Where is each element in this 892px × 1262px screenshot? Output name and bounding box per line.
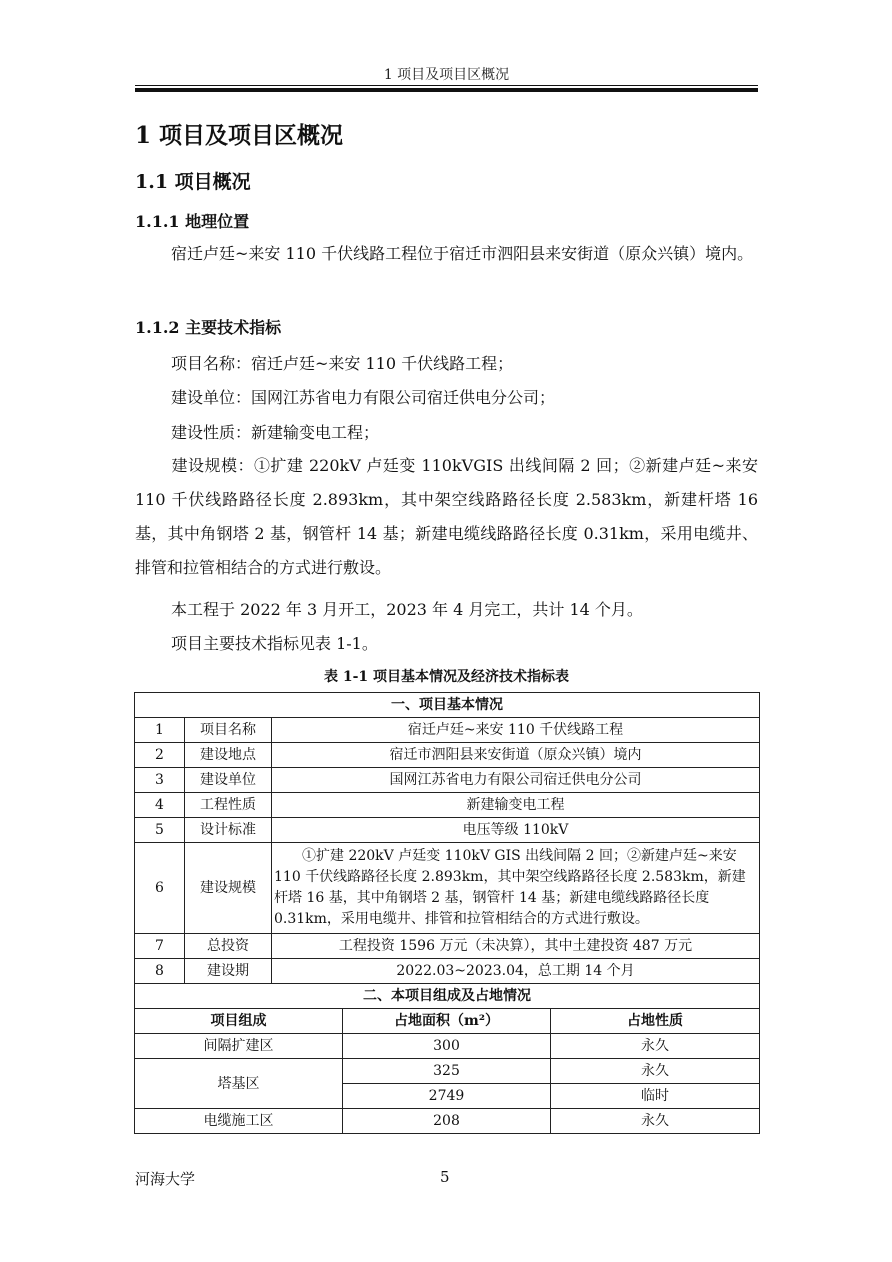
table-caption: 表 1-1 项目基本情况及经济技术指标表: [323, 669, 570, 685]
section-title: 1.1 项目概况: [135, 171, 251, 193]
table-row: [135, 793, 760, 818]
location-text: 宿迁卢廷~来安 110 千伏线路工程位于宿迁市泗阳县来安街道（原众兴镇）境内。: [171, 244, 754, 263]
footer-university: 河海大学: [135, 1170, 196, 1188]
table-row: [135, 743, 760, 768]
row-number: 2: [135, 743, 185, 768]
section-header-row: [135, 984, 760, 1009]
chapter-title: 1 项目及项目区概况: [135, 122, 344, 149]
table-row: [135, 1109, 760, 1134]
row-value: 宿迁卢廷~来安 110 千伏线路工程: [272, 718, 760, 743]
composition-type: 临时: [551, 1084, 760, 1109]
header-rule-thick: [135, 88, 758, 92]
composition-type: 永久: [551, 1109, 760, 1134]
row-value: 国网江苏省电力有限公司宿迁供电分公司: [272, 768, 760, 793]
row-label: 建设规模: [185, 843, 272, 934]
composition-area: 300: [343, 1034, 551, 1059]
table-row: [135, 934, 760, 959]
row-value: 2022.03~2023.04，总工期 14 个月: [272, 959, 760, 984]
composition-area: 2749: [343, 1084, 551, 1109]
running-header: 1 项目及项目区概况: [383, 67, 510, 83]
row-value: 新建输变电工程: [272, 793, 760, 818]
row-number: 3: [135, 768, 185, 793]
column-header-type: 占地性质: [551, 1009, 760, 1034]
row-label: 建设地点: [185, 743, 272, 768]
table-row: [135, 843, 760, 934]
nature-line: 建设性质：新建输变电工程；: [171, 423, 380, 442]
table-row: [135, 818, 760, 843]
row-label: 工程性质: [185, 793, 272, 818]
project-name-line: 项目名称：宿迁卢廷~来安 110 千伏线路工程；: [171, 354, 514, 373]
row-value-scale: [272, 843, 760, 934]
composition-name: 塔基区: [135, 1059, 343, 1109]
row-number: 5: [135, 818, 185, 843]
row-value: 电压等级 110kV: [272, 818, 760, 843]
table-row: [135, 768, 760, 793]
scale-paragraph: [135, 449, 758, 585]
composition-name: 电缆施工区: [135, 1109, 343, 1134]
subsection-title-location: 1.1.1 地理位置: [135, 212, 250, 231]
composition-type: 永久: [551, 1059, 760, 1084]
section-header-row: [135, 693, 760, 718]
table-row: [135, 959, 760, 984]
table-row: [135, 718, 760, 743]
row-number: 7: [135, 934, 185, 959]
row-number: 6: [135, 843, 185, 934]
scale-text: 建设规模：①扩建 220kV 卢廷变 110kVGIS 出线间隔 2 回；②新建卢廷~来安 110 千伏线路路径长度 2.893km，其中架空线路路径长度 2.583km，新建杆塔 16 基，其中角钢塔 2 基，钢管杆 14 基；新建电缆线路路径长度 0.31km，采用电缆井、排管和拉管相结合的方式进行敷设。: [135, 456, 758, 577]
row-label: 设计标准: [185, 818, 272, 843]
page-number: 5: [440, 1168, 450, 1186]
project-info-table: [134, 692, 760, 1134]
row-value: 宿迁市泗阳县来安街道（原众兴镇）境内: [272, 743, 760, 768]
row-label: 总投资: [185, 934, 272, 959]
table-row: [135, 1034, 760, 1059]
schedule-line: 本工程于 2022 年 3 月开工，2023 年 4 月完工，共计 14 个月。: [171, 600, 643, 619]
composition-area: 208: [343, 1109, 551, 1134]
scale-cell-text: ①扩建 220kV 卢廷变 110kV GIS 出线间隔 2 回；②新建卢廷~来安 110 千伏线路路径长度 2.893km，其中架空线路路径长度 2.583km，新建杆塔 16 基，其中角钢塔 2 基，钢管杆 14 基；新建电缆线路路径长度 0.31km，采用电缆井、排管和拉管相结合的方式进行敷设。: [274, 848, 746, 927]
row-number: 4: [135, 793, 185, 818]
subsection-title-tech: 1.1.2 主要技术指标: [135, 318, 282, 337]
composition-name: 间隔扩建区: [135, 1034, 343, 1059]
row-value: 工程投资 1596 万元（未决算），其中土建投资 487 万元: [272, 934, 760, 959]
column-header-area: 占地面积（m²）: [343, 1009, 551, 1034]
header-rule: [135, 85, 758, 86]
section-title-composition: 二、本项目组成及占地情况: [135, 984, 760, 1009]
row-label: 建设单位: [185, 768, 272, 793]
row-label: 项目名称: [185, 718, 272, 743]
table-row: [135, 1059, 760, 1084]
column-header-row: [135, 1009, 760, 1034]
composition-area: 325: [343, 1059, 551, 1084]
row-label: 建设期: [185, 959, 272, 984]
composition-type: 永久: [551, 1034, 760, 1059]
location-paragraph: [135, 237, 758, 271]
row-number: 8: [135, 959, 185, 984]
builder-line: 建设单位：国网江苏省电力有限公司宿迁供电分公司；: [171, 388, 556, 407]
table-reference-line: 项目主要技术指标见表 1-1。: [171, 634, 378, 653]
column-header-composition: 项目组成: [135, 1009, 343, 1034]
section-title-basic: 一、项目基本情况: [135, 693, 760, 718]
row-number: 1: [135, 718, 185, 743]
